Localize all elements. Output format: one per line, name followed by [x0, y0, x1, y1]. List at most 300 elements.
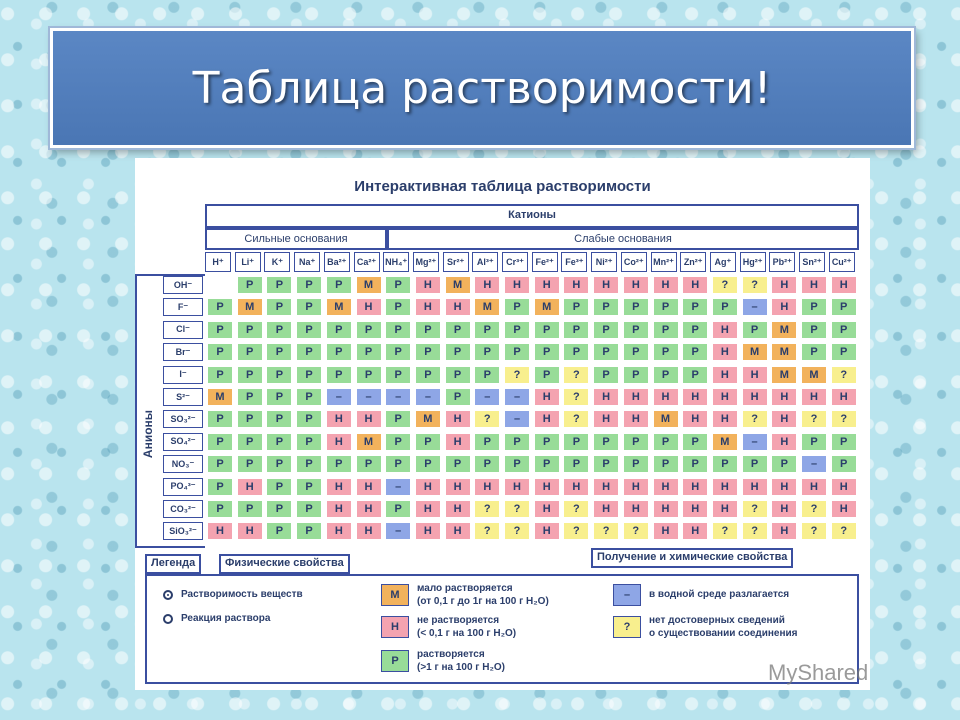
cation-header-cell[interactable]: Zn²⁺ — [680, 252, 706, 272]
solubility-cell[interactable]: Н — [445, 500, 471, 518]
solubility-cell[interactable]: Н — [623, 500, 649, 518]
solubility-cell[interactable]: Р — [207, 410, 233, 428]
solubility-cell[interactable]: Р — [237, 366, 263, 384]
solubility-cell[interactable]: Н — [534, 522, 560, 540]
solubility-cell[interactable]: – — [742, 298, 768, 316]
solubility-cell[interactable]: Р — [504, 321, 530, 339]
solubility-cell[interactable]: ? — [474, 410, 500, 428]
solubility-cell[interactable]: Р — [207, 343, 233, 361]
anion-header-cell[interactable]: I⁻ — [163, 366, 203, 384]
solubility-cell[interactable]: Р — [415, 321, 441, 339]
solubility-cell[interactable]: Р — [534, 455, 560, 473]
solubility-cell[interactable]: Р — [801, 321, 827, 339]
solubility-cell[interactable]: М — [771, 366, 797, 384]
solubility-cell[interactable]: – — [504, 388, 530, 406]
solubility-cell[interactable]: Р — [385, 321, 411, 339]
solubility-cell[interactable]: Р — [682, 343, 708, 361]
solubility-cell[interactable]: ? — [563, 388, 589, 406]
solubility-cell[interactable]: Н — [534, 388, 560, 406]
solubility-cell[interactable]: Н — [623, 276, 649, 294]
solubility-cell[interactable]: Р — [385, 298, 411, 316]
solubility-cell[interactable]: Р — [831, 433, 857, 451]
solubility-cell[interactable]: – — [356, 388, 382, 406]
solubility-cell[interactable]: Р — [593, 343, 619, 361]
solubility-cell[interactable]: Н — [207, 522, 233, 540]
solubility-cell[interactable]: ? — [474, 500, 500, 518]
solubility-cell[interactable]: Р — [771, 455, 797, 473]
solubility-cell[interactable]: Н — [742, 366, 768, 384]
solubility-cell[interactable]: ? — [563, 410, 589, 428]
solubility-cell[interactable]: Н — [623, 388, 649, 406]
solubility-cell[interactable]: Р — [326, 321, 352, 339]
solubility-cell[interactable]: Н — [771, 522, 797, 540]
solubility-cell[interactable]: ? — [593, 522, 619, 540]
solubility-cell[interactable]: Р — [623, 343, 649, 361]
solubility-cell[interactable]: Р — [593, 321, 619, 339]
solubility-cell[interactable]: Р — [415, 433, 441, 451]
solubility-cell[interactable]: Р — [266, 276, 292, 294]
anion-header-cell[interactable]: SO₄²⁻ — [163, 433, 203, 451]
solubility-cell[interactable]: Н — [771, 276, 797, 294]
solubility-cell[interactable]: Р — [296, 343, 322, 361]
solubility-cell[interactable]: Р — [623, 366, 649, 384]
solubility-cell[interactable]: Р — [504, 343, 530, 361]
solubility-cell[interactable]: Р — [682, 298, 708, 316]
solubility-cell[interactable]: Н — [712, 500, 738, 518]
solubility-cell[interactable]: М — [771, 343, 797, 361]
solubility-cell[interactable]: Н — [771, 433, 797, 451]
cation-header-cell[interactable]: Mg²⁺ — [413, 252, 439, 272]
solubility-cell[interactable]: Н — [712, 366, 738, 384]
solubility-cell[interactable]: Н — [445, 522, 471, 540]
solubility-cell[interactable]: Р — [385, 500, 411, 518]
solubility-cell[interactable]: ? — [504, 366, 530, 384]
solubility-cell[interactable]: Н — [326, 433, 352, 451]
solubility-cell[interactable]: Р — [474, 343, 500, 361]
solubility-cell[interactable]: Р — [653, 298, 679, 316]
anion-header-cell[interactable]: NO₃⁻ — [163, 455, 203, 473]
solubility-cell[interactable]: ? — [504, 522, 530, 540]
solubility-cell[interactable]: Р — [653, 366, 679, 384]
solubility-cell[interactable]: Р — [682, 321, 708, 339]
solubility-cell[interactable]: Н — [712, 478, 738, 496]
solubility-cell[interactable]: Н — [771, 478, 797, 496]
solubility-cell[interactable]: ? — [801, 500, 827, 518]
solubility-cell[interactable]: Р — [563, 433, 589, 451]
cation-header-cell[interactable]: NH₄⁺ — [383, 252, 409, 272]
solubility-cell[interactable]: Р — [653, 433, 679, 451]
solubility-cell[interactable]: Р — [207, 455, 233, 473]
solubility-cell[interactable]: Р — [712, 298, 738, 316]
solubility-cell[interactable]: Н — [593, 478, 619, 496]
cation-header-cell[interactable]: Cu²⁺ — [829, 252, 855, 272]
solubility-cell[interactable]: Р — [623, 321, 649, 339]
solubility-cell[interactable]: Н — [653, 388, 679, 406]
anion-header-cell[interactable]: PO₄³⁻ — [163, 478, 203, 496]
solubility-cell[interactable]: Н — [504, 276, 530, 294]
solubility-cell[interactable]: ? — [742, 500, 768, 518]
solubility-cell[interactable]: М — [534, 298, 560, 316]
solubility-cell[interactable]: Р — [237, 276, 263, 294]
tab-physical-properties[interactable]: Физические свойства — [219, 554, 350, 574]
solubility-cell[interactable]: Р — [593, 366, 619, 384]
solubility-cell[interactable]: Р — [682, 433, 708, 451]
solubility-cell[interactable]: ? — [831, 410, 857, 428]
solubility-cell[interactable]: Р — [266, 500, 292, 518]
solubility-cell[interactable]: Р — [563, 298, 589, 316]
solubility-cell[interactable]: М — [474, 298, 500, 316]
solubility-cell[interactable]: Р — [237, 433, 263, 451]
solubility-cell[interactable]: М — [237, 298, 263, 316]
solubility-cell[interactable]: М — [356, 433, 382, 451]
solubility-cell[interactable]: Р — [296, 410, 322, 428]
solubility-cell[interactable]: Р — [385, 276, 411, 294]
solubility-cell[interactable]: Н — [712, 321, 738, 339]
solubility-cell[interactable] — [207, 276, 233, 294]
solubility-cell[interactable]: Р — [593, 455, 619, 473]
solubility-cell[interactable]: Н — [712, 388, 738, 406]
solubility-cell[interactable]: Н — [771, 410, 797, 428]
solubility-cell[interactable]: Р — [534, 343, 560, 361]
solubility-cell[interactable]: Р — [266, 343, 292, 361]
solubility-cell[interactable]: Р — [831, 321, 857, 339]
cation-header-cell[interactable]: H⁺ — [205, 252, 231, 272]
cation-header-cell[interactable]: Al³⁺ — [472, 252, 498, 272]
solubility-cell[interactable]: Н — [623, 410, 649, 428]
solubility-cell[interactable]: Н — [712, 410, 738, 428]
solubility-cell[interactable]: М — [712, 433, 738, 451]
solubility-cell[interactable]: Р — [237, 455, 263, 473]
solubility-cell[interactable]: ? — [742, 276, 768, 294]
cation-header-cell[interactable]: Pb²⁺ — [769, 252, 795, 272]
cation-header-cell[interactable]: Ba²⁺ — [324, 252, 350, 272]
radio-solubility[interactable] — [163, 590, 173, 600]
cation-header-cell[interactable]: Ag⁺ — [710, 252, 736, 272]
solubility-cell[interactable]: Р — [266, 478, 292, 496]
solubility-cell[interactable]: Р — [653, 343, 679, 361]
solubility-cell[interactable]: Н — [801, 276, 827, 294]
cation-header-cell[interactable]: Ca²⁺ — [354, 252, 380, 272]
solubility-cell[interactable]: – — [742, 433, 768, 451]
solubility-cell[interactable]: Н — [623, 478, 649, 496]
radio-reaction[interactable] — [163, 614, 173, 624]
solubility-cell[interactable]: Р — [207, 433, 233, 451]
solubility-cell[interactable]: Р — [653, 321, 679, 339]
solubility-cell[interactable]: Р — [445, 321, 471, 339]
solubility-cell[interactable]: Р — [801, 298, 827, 316]
solubility-cell[interactable]: Н — [742, 388, 768, 406]
solubility-cell[interactable]: – — [415, 388, 441, 406]
solubility-cell[interactable]: Н — [504, 478, 530, 496]
solubility-cell[interactable]: Р — [415, 455, 441, 473]
solubility-cell[interactable]: Р — [207, 366, 233, 384]
solubility-cell[interactable]: ? — [712, 276, 738, 294]
cation-header-cell[interactable]: K⁺ — [264, 252, 290, 272]
solubility-cell[interactable]: Р — [385, 455, 411, 473]
solubility-cell[interactable]: Н — [356, 298, 382, 316]
cation-header-cell[interactable]: Co²⁺ — [621, 252, 647, 272]
solubility-cell[interactable]: Р — [593, 298, 619, 316]
solubility-cell[interactable]: Р — [534, 321, 560, 339]
solubility-cell[interactable]: – — [385, 522, 411, 540]
solubility-cell[interactable]: М — [771, 321, 797, 339]
solubility-cell[interactable]: Р — [266, 298, 292, 316]
solubility-cell[interactable]: ? — [563, 366, 589, 384]
solubility-cell[interactable]: Н — [356, 410, 382, 428]
cation-header-cell[interactable]: Hg²⁺ — [740, 252, 766, 272]
cation-header-cell[interactable]: Ni²⁺ — [591, 252, 617, 272]
solubility-cell[interactable]: Р — [207, 478, 233, 496]
solubility-cell[interactable]: ? — [563, 500, 589, 518]
solubility-cell[interactable]: Р — [237, 410, 263, 428]
solubility-cell[interactable]: Р — [237, 343, 263, 361]
anion-header-cell[interactable]: S²⁻ — [163, 388, 203, 406]
tab-legend[interactable]: Легенда — [145, 554, 201, 574]
solubility-cell[interactable]: ? — [831, 522, 857, 540]
cation-header-cell[interactable]: Sr²⁺ — [443, 252, 469, 272]
solubility-cell[interactable]: Н — [534, 276, 560, 294]
solubility-cell[interactable]: Р — [712, 455, 738, 473]
solubility-cell[interactable]: Н — [593, 410, 619, 428]
solubility-cell[interactable]: Н — [831, 276, 857, 294]
solubility-cell[interactable]: Н — [771, 500, 797, 518]
solubility-cell[interactable]: Р — [504, 455, 530, 473]
solubility-cell[interactable]: Н — [445, 410, 471, 428]
anion-header-cell[interactable]: F⁻ — [163, 298, 203, 316]
solubility-cell[interactable]: ? — [504, 500, 530, 518]
solubility-cell[interactable]: Р — [385, 410, 411, 428]
solubility-cell[interactable]: Н — [653, 500, 679, 518]
solubility-cell[interactable]: Н — [237, 478, 263, 496]
solubility-cell[interactable]: Р — [296, 388, 322, 406]
solubility-cell[interactable]: ? — [623, 522, 649, 540]
solubility-cell[interactable]: Р — [207, 321, 233, 339]
solubility-cell[interactable]: Н — [474, 478, 500, 496]
solubility-cell[interactable]: Р — [266, 433, 292, 451]
solubility-cell[interactable]: Н — [445, 478, 471, 496]
solubility-cell[interactable]: – — [504, 410, 530, 428]
solubility-cell[interactable]: Н — [682, 478, 708, 496]
solubility-cell[interactable]: Н — [831, 478, 857, 496]
solubility-cell[interactable]: ? — [563, 522, 589, 540]
solubility-cell[interactable]: Р — [266, 410, 292, 428]
solubility-cell[interactable]: Р — [385, 343, 411, 361]
solubility-cell[interactable]: Р — [237, 321, 263, 339]
solubility-cell[interactable]: – — [385, 388, 411, 406]
solubility-cell[interactable]: Р — [385, 433, 411, 451]
solubility-cell[interactable]: Н — [771, 298, 797, 316]
tab-chemical-properties[interactable]: Получение и химические свойства — [591, 548, 793, 568]
solubility-cell[interactable]: – — [474, 388, 500, 406]
solubility-cell[interactable]: Н — [415, 298, 441, 316]
cation-header-cell[interactable]: Li⁺ — [235, 252, 261, 272]
solubility-cell[interactable]: Р — [534, 433, 560, 451]
solubility-cell[interactable]: Р — [593, 433, 619, 451]
solubility-cell[interactable]: Р — [623, 298, 649, 316]
solubility-cell[interactable]: Н — [474, 276, 500, 294]
solubility-cell[interactable]: Р — [445, 343, 471, 361]
solubility-cell[interactable]: Р — [682, 455, 708, 473]
anion-header-cell[interactable]: CO₃²⁻ — [163, 500, 203, 518]
solubility-cell[interactable]: Р — [296, 366, 322, 384]
cation-header-cell[interactable]: Na⁺ — [294, 252, 320, 272]
solubility-cell[interactable]: Н — [653, 478, 679, 496]
solubility-cell[interactable]: Р — [474, 455, 500, 473]
anion-header-cell[interactable]: Cl⁻ — [163, 321, 203, 339]
solubility-cell[interactable]: М — [801, 366, 827, 384]
solubility-cell[interactable]: Н — [326, 500, 352, 518]
solubility-cell[interactable]: Н — [682, 500, 708, 518]
cation-header-cell[interactable]: Fe²⁺ — [532, 252, 558, 272]
solubility-cell[interactable]: Р — [296, 433, 322, 451]
cation-header-cell[interactable]: Mn²⁺ — [651, 252, 677, 272]
solubility-cell[interactable]: Р — [266, 366, 292, 384]
solubility-cell[interactable]: Р — [653, 455, 679, 473]
solubility-cell[interactable]: М — [445, 276, 471, 294]
solubility-cell[interactable]: Р — [742, 321, 768, 339]
solubility-cell[interactable]: Р — [801, 343, 827, 361]
solubility-cell[interactable]: Н — [415, 276, 441, 294]
solubility-cell[interactable]: Н — [356, 522, 382, 540]
solubility-cell[interactable]: Н — [831, 500, 857, 518]
solubility-cell[interactable]: Р — [831, 455, 857, 473]
solubility-cell[interactable]: ? — [474, 522, 500, 540]
solubility-cell[interactable]: Р — [266, 388, 292, 406]
solubility-cell[interactable]: Н — [771, 388, 797, 406]
solubility-cell[interactable]: Н — [653, 522, 679, 540]
solubility-cell[interactable]: Р — [356, 321, 382, 339]
anion-header-cell[interactable]: SO₃²⁻ — [163, 410, 203, 428]
solubility-cell[interactable]: ? — [742, 522, 768, 540]
solubility-cell[interactable]: – — [326, 388, 352, 406]
solubility-cell[interactable]: Н — [237, 522, 263, 540]
solubility-cell[interactable]: Н — [682, 522, 708, 540]
solubility-cell[interactable]: Р — [326, 276, 352, 294]
solubility-cell[interactable]: Н — [326, 522, 352, 540]
solubility-cell[interactable]: Р — [356, 455, 382, 473]
solubility-cell[interactable]: Н — [563, 276, 589, 294]
solubility-cell[interactable]: – — [385, 478, 411, 496]
solubility-cell[interactable]: Р — [504, 298, 530, 316]
solubility-cell[interactable]: Р — [326, 455, 352, 473]
anion-header-cell[interactable]: OH⁻ — [163, 276, 203, 294]
anion-header-cell[interactable]: Br⁻ — [163, 343, 203, 361]
solubility-cell[interactable]: Р — [356, 366, 382, 384]
solubility-cell[interactable]: Р — [445, 366, 471, 384]
solubility-cell[interactable]: Р — [831, 343, 857, 361]
solubility-cell[interactable]: Р — [445, 455, 471, 473]
solubility-cell[interactable]: Р — [296, 298, 322, 316]
solubility-cell[interactable]: М — [742, 343, 768, 361]
solubility-cell[interactable]: Р — [534, 366, 560, 384]
solubility-cell[interactable]: Р — [742, 455, 768, 473]
solubility-cell[interactable]: Р — [326, 366, 352, 384]
solubility-cell[interactable]: – — [801, 455, 827, 473]
solubility-cell[interactable]: Н — [801, 478, 827, 496]
solubility-cell[interactable]: Р — [207, 298, 233, 316]
solubility-cell[interactable]: Р — [563, 455, 589, 473]
solubility-cell[interactable]: Н — [682, 388, 708, 406]
solubility-cell[interactable]: Н — [326, 410, 352, 428]
solubility-cell[interactable]: Р — [326, 343, 352, 361]
solubility-cell[interactable]: Р — [266, 455, 292, 473]
solubility-cell[interactable]: Р — [445, 388, 471, 406]
solubility-cell[interactable]: Н — [534, 478, 560, 496]
solubility-cell[interactable]: Н — [831, 388, 857, 406]
solubility-cell[interactable]: ? — [742, 410, 768, 428]
solubility-cell[interactable]: М — [356, 276, 382, 294]
solubility-cell[interactable]: Р — [207, 500, 233, 518]
solubility-cell[interactable]: Н — [415, 500, 441, 518]
solubility-cell[interactable]: Н — [356, 500, 382, 518]
solubility-cell[interactable]: Р — [237, 388, 263, 406]
solubility-cell[interactable]: Р — [474, 366, 500, 384]
solubility-cell[interactable]: Р — [296, 478, 322, 496]
solubility-cell[interactable]: Н — [653, 276, 679, 294]
solubility-cell[interactable]: ? — [801, 522, 827, 540]
solubility-cell[interactable]: Н — [326, 478, 352, 496]
solubility-cell[interactable]: Р — [801, 433, 827, 451]
cation-header-cell[interactable]: Sn²⁺ — [799, 252, 825, 272]
solubility-cell[interactable]: ? — [801, 410, 827, 428]
solubility-cell[interactable]: Р — [296, 522, 322, 540]
solubility-cell[interactable]: Н — [356, 478, 382, 496]
solubility-cell[interactable]: Н — [445, 433, 471, 451]
solubility-cell[interactable]: Н — [742, 478, 768, 496]
solubility-cell[interactable]: Р — [415, 366, 441, 384]
anion-header-cell[interactable]: SiO₃²⁻ — [163, 522, 203, 540]
solubility-cell[interactable]: Р — [474, 321, 500, 339]
solubility-cell[interactable]: Р — [296, 276, 322, 294]
solubility-cell[interactable]: Н — [593, 388, 619, 406]
solubility-cell[interactable]: М — [326, 298, 352, 316]
solubility-cell[interactable]: Н — [563, 478, 589, 496]
solubility-cell[interactable]: М — [415, 410, 441, 428]
solubility-cell[interactable]: ? — [831, 366, 857, 384]
solubility-cell[interactable]: Р — [623, 455, 649, 473]
solubility-cell[interactable]: Н — [593, 500, 619, 518]
solubility-cell[interactable]: Р — [356, 343, 382, 361]
solubility-cell[interactable]: Р — [831, 298, 857, 316]
solubility-cell[interactable]: Н — [534, 500, 560, 518]
solubility-cell[interactable]: Н — [682, 276, 708, 294]
solubility-cell[interactable]: ? — [712, 522, 738, 540]
solubility-cell[interactable]: Р — [563, 343, 589, 361]
solubility-cell[interactable]: М — [653, 410, 679, 428]
solubility-cell[interactable]: Р — [623, 433, 649, 451]
solubility-cell[interactable]: Р — [474, 433, 500, 451]
solubility-cell[interactable]: Р — [682, 366, 708, 384]
solubility-cell[interactable]: Н — [712, 343, 738, 361]
solubility-cell[interactable]: Р — [415, 343, 441, 361]
solubility-cell[interactable]: Р — [296, 455, 322, 473]
solubility-cell[interactable]: Н — [415, 522, 441, 540]
solubility-cell[interactable]: Р — [266, 522, 292, 540]
solubility-cell[interactable]: Н — [534, 410, 560, 428]
solubility-cell[interactable]: Р — [237, 500, 263, 518]
solubility-cell[interactable]: Н — [801, 388, 827, 406]
solubility-cell[interactable]: Р — [296, 321, 322, 339]
solubility-cell[interactable]: Р — [504, 433, 530, 451]
solubility-cell[interactable]: М — [207, 388, 233, 406]
solubility-cell[interactable]: Н — [415, 478, 441, 496]
solubility-cell[interactable]: Н — [593, 276, 619, 294]
solubility-cell[interactable]: Р — [266, 321, 292, 339]
cation-header-cell[interactable]: Cr³⁺ — [502, 252, 528, 272]
solubility-cell[interactable]: Н — [445, 298, 471, 316]
solubility-cell[interactable]: Р — [296, 500, 322, 518]
solubility-cell[interactable]: Р — [385, 366, 411, 384]
